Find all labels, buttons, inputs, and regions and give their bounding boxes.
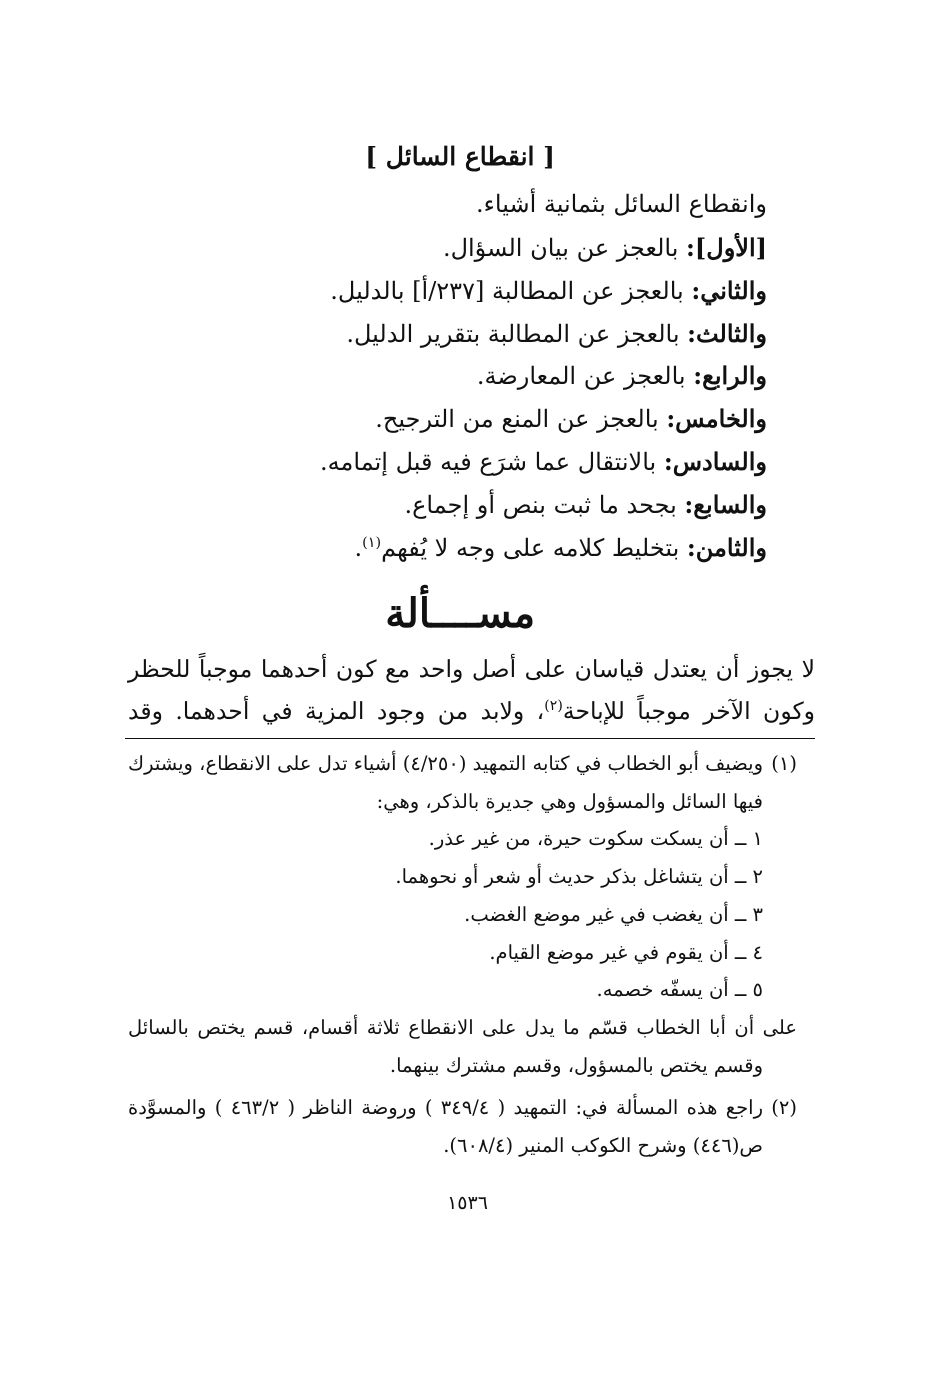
item-text: بالعجز عن المنع من الترجيح.: [375, 405, 667, 433]
item-text: بالانتقال عما شرَع فيه قبل إتمامه.: [320, 448, 664, 476]
item-label: [الأول]:: [686, 233, 767, 262]
item-label: والثامن:: [686, 533, 767, 562]
footnote-line: على أن أبا الخطاب قسّم ما يدل على الانقطاع ثلاثة أقسام، قسم يختص بالسائل: [128, 1016, 797, 1039]
footnote-ref: (٢): [544, 698, 563, 715]
footnote-list-item: ٤ ــ أن يقوم في غير موضع القيام.: [489, 941, 763, 964]
footnote-list-item: ٥ ــ أن يسفّه خصمه.: [596, 978, 763, 1001]
footnote-line: ويضيف أبو الخطاب في كتابه التمهيد (٤/٢٥٠) أشياء تدل على الانقطاع، ويشترك: [128, 752, 763, 775]
list-item: [404, 490, 767, 519]
footnote-list-item: ٣ ــ أن يغضب في غير موضع الغضب.: [464, 903, 763, 926]
paragraph-text: ، ولابد من وجود المزية في أحدهما. وقد: [128, 697, 545, 725]
item-label: والسابع:: [684, 490, 767, 519]
footnote-divider: [125, 738, 815, 739]
list-item: [346, 319, 767, 348]
item-text: بالعجز عن بيان السؤال.: [442, 234, 687, 262]
list-item: [375, 404, 767, 433]
section-title: [ انقطاع السائل ]: [365, 142, 555, 171]
footnote-list-item: ٢ ــ أن يتشاغل بذكر حديث أو شعر أو نحوهما.: [395, 865, 763, 888]
item-label: والسادس:: [663, 447, 767, 476]
item-text: بالعجز عن المطالبة بتقرير الدليل.: [346, 320, 688, 348]
masala-heading: مســــألة: [385, 590, 535, 637]
item-text: بالعجز عن المعارضة.: [476, 362, 694, 390]
page-number: ١٥٣٦: [447, 1192, 488, 1214]
footnote-number: (٢): [771, 1096, 797, 1119]
list-item: [355, 533, 767, 562]
item-label: والرابع:: [693, 361, 767, 390]
item-label: والخامس:: [666, 404, 767, 433]
item-label: والثالث:: [687, 319, 767, 348]
footnote-line: فيها السائل والمسؤول وهي جديرة بالذكر، وهي:: [376, 790, 763, 813]
footnote-ref: (١): [362, 535, 382, 551]
paragraph-text: وكون الآخر موجباً للإباحة: [562, 697, 815, 725]
footnote-line: ص(٤٤٦) وشرح الكوكب المنير (٦٠٨/٤).: [443, 1134, 763, 1157]
list-item: [477, 361, 767, 390]
paragraph-line: [128, 697, 815, 725]
footnote-list-item: ١ ــ أن يسكت سكوت حيرة، من غير عذر.: [428, 827, 763, 850]
item-text: بالعجز عن المطالبة [٢٣٧/أ] بالدليل.: [330, 277, 692, 305]
item-end: .: [354, 534, 363, 562]
footnote-line: وقسم يختص بالمسؤول، وقسم مشترك بينهما.: [389, 1054, 763, 1077]
item-label: والثاني:: [691, 276, 767, 305]
paragraph-line: لا يجوز أن يعتدل قياسان على أصل واحد مع كون أحدهما موجباً للحظر: [128, 655, 815, 683]
item-text: بجحد ما ثبت بنص أو إجماع.: [404, 491, 685, 519]
list-item: [330, 276, 767, 305]
intro-line: وانقطاع السائل بثمانية أشياء.: [476, 190, 767, 218]
list-item: [320, 447, 767, 476]
footnote-line: راجع هذه المسألة في: التمهيد ( ٣٤٩/٤ ) وروضة الناظر ( ٤٦٣/٢ ) والمسوَّدة: [128, 1096, 763, 1119]
list-item: [443, 233, 767, 262]
footnote-number: (١): [771, 752, 797, 775]
item-text: بتخليط كلامه على وجه لا يُفهم: [381, 534, 687, 562]
